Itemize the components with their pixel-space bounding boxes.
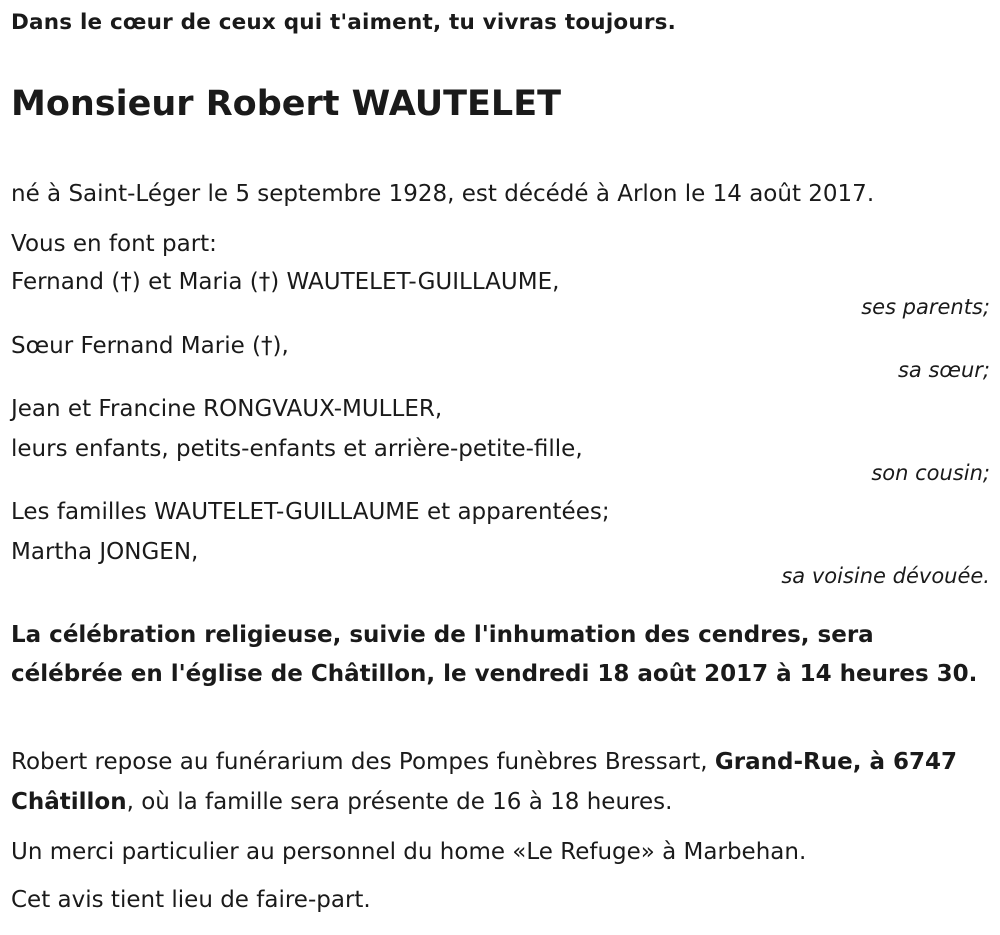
rest-text: Robert repose au funérarium des Pompes funèbres Bressart, bbox=[11, 749, 715, 775]
closing-paragraph: Cet avis tient lieu de faire-part. bbox=[11, 887, 371, 913]
relative-line: Les familles WAUTELET-GUILLAUME et apparentées; bbox=[11, 499, 610, 525]
relation-label: ses parents; bbox=[861, 295, 990, 319]
relative-line: Fernand (†) et Maria (†) WAUTELET-GUILLAUME, bbox=[11, 269, 560, 295]
ceremony-paragraph: La célébration religieuse, suivie de l'inhumation des cendres, sera célébrée en l'église de Châtillon, le vendredi 18 août 2017 à 14 heures 30. bbox=[11, 622, 978, 687]
relative-line: Sœur Fernand Marie (†), bbox=[11, 333, 289, 359]
relation-label: sa sœur; bbox=[897, 358, 990, 382]
relative-line: Martha JONGEN, bbox=[11, 539, 199, 565]
birth-death-line: né à Saint-Léger le 5 septembre 1928, est décédé à Arlon le 14 août 2017. bbox=[11, 181, 875, 207]
thanks-paragraph: Un merci particulier au personnel du home «Le Refuge» à Marbehan. bbox=[11, 839, 807, 865]
rest-paragraph bbox=[11, 742, 990, 822]
announce-line: Vous en font part: bbox=[11, 231, 217, 257]
relative-line: Jean et Francine RONGVAUX-MULLER, bbox=[11, 396, 443, 422]
relation-label: sa voisine dévouée. bbox=[781, 564, 990, 588]
epigraph: Dans le cœur de ceux qui t'aiment, tu vivras toujours. bbox=[11, 10, 677, 35]
rest-address: Grand-Rue, à 6747 Châtillon bbox=[11, 749, 958, 815]
rest-text-after: , où la famille sera présente de 16 à 18 heures. bbox=[126, 789, 673, 815]
relation-label: son cousin; bbox=[871, 461, 990, 485]
relative-line-2: leurs enfants, petits-enfants et arrière-petite-fille, bbox=[11, 436, 583, 462]
deceased-name: Monsieur Robert WAUTELET bbox=[11, 84, 562, 124]
